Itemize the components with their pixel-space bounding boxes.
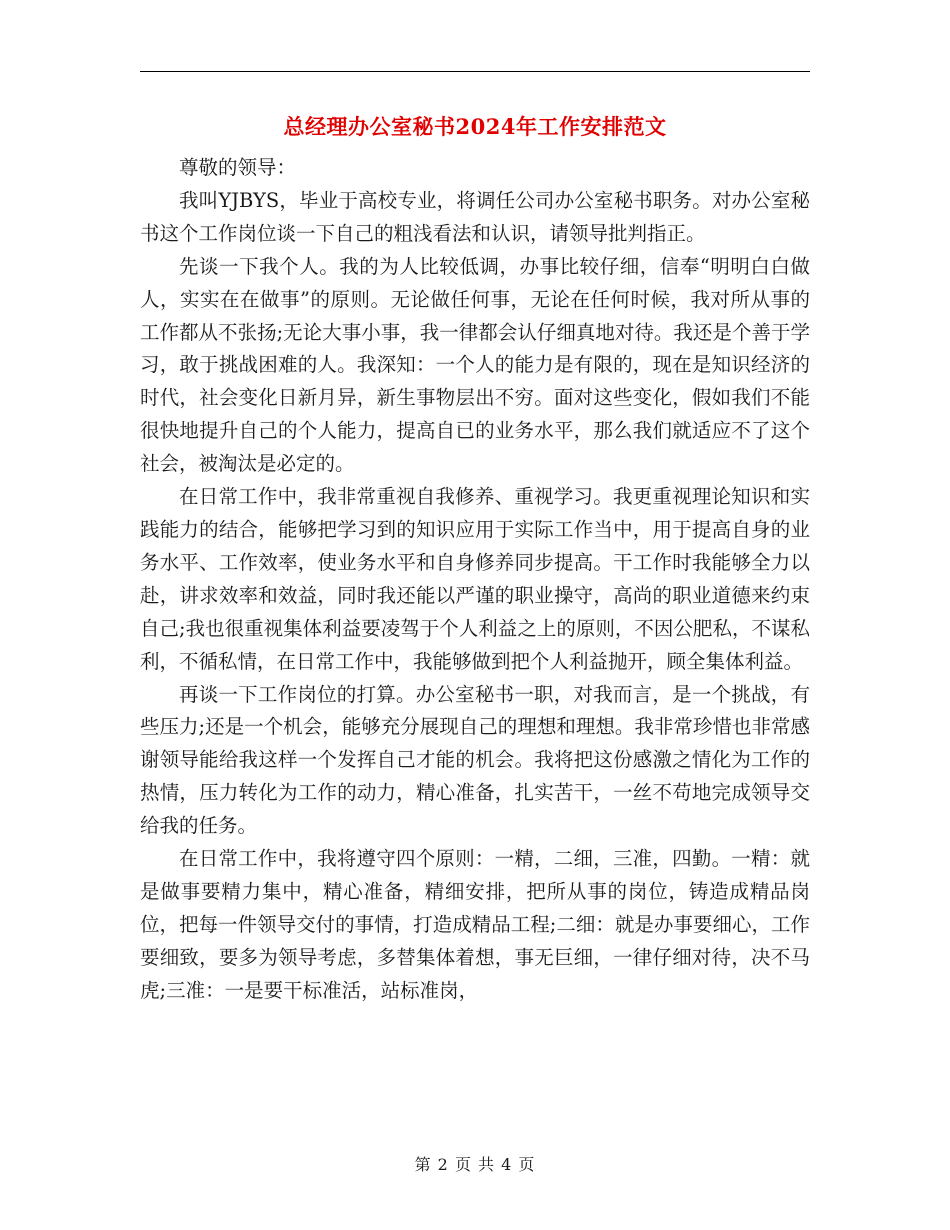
body-paragraph-1: 我叫YJBYS，毕业于高校专业，将调任公司办公室秘书职务。对办公室秘书这个工作岗位谈一下自己的粗浅看法和认识，请领导批判指正。	[140, 188, 810, 245]
header-rule	[140, 71, 810, 72]
document-title: 总经理办公室秘书2024年工作安排范文	[283, 114, 667, 139]
page-number-footer: 第 2 页 共 4 页	[414, 1155, 536, 1174]
salutation: 尊敬的领导：	[179, 156, 297, 179]
document-body	[140, 152, 810, 1008]
body-paragraph-3: 在日常工作中，我非常重视自我修养、重视学习。我更重视理论知识和实践能力的结合，能够把学习到的知识应用于实际工作当中，用于提高自身的业务水平、工作效率，使业务水平和自身修养同步提高。干工作时我能够全力以赴，讲求效率和效益，同时我还能以严谨的职业操守，高尚的职业道德来约束自己;我也很重视集体利益要凌驾于个人利益之上的原则，不因公肥私，不谋私利，不循私情，在日常工作中，我能够做到把个人利益抛开，顾全集体利益。	[140, 485, 810, 673]
body-paragraph-4: 再谈一下工作岗位的打算。办公室秘书一职，对我而言，是一个挑战，有些压力;还是一个机会，能够充分展现自己的理想和理想。我非常珍惜也非常感谢领导能给我这样一个发挥自己才能的机会。我将把这份感激之情化为工作的热情，压力转化为工作的动力，精心准备，扎实苦干，一丝不苟地完成领导交给我的任务。	[140, 682, 810, 838]
body-paragraph-5: 在日常工作中，我将遵守四个原则：一精，二细，三准，四勤。一精：就是做事要精力集中，精心准备，精细安排，把所从事的岗位，铸造成精品岗位，把每一件领导交付的事情，打造成精品工程;二细：就是办事要细心，工作要细致，要多为领导考虑，多替集体着想，事无巨细，一律仔细对待，决不马虎;三准：一是要干标准活，站标准岗，	[140, 847, 810, 1002]
body-paragraph-2: 先谈一下我个人。我的为人比较低调，办事比较仔细，信奉“明明白白做人，实实在在做事”的原则。无论做任何事，无论在任何时候，我对所从事的工作都从不张扬;无论大事小事，我一律都会认仔细真地对待。我还是个善于学习，敢于挑战困难的人。我深知：一个人的能力是有限的，现在是知识经济的时代，社会变化日新月异，新生事物层出不穷。面对这些变化，假如我们不能很快地提升自己的个人能力，提高自已的业务水平，那么我们就适应不了这个社会，被淘汰是必定的。	[140, 254, 810, 476]
